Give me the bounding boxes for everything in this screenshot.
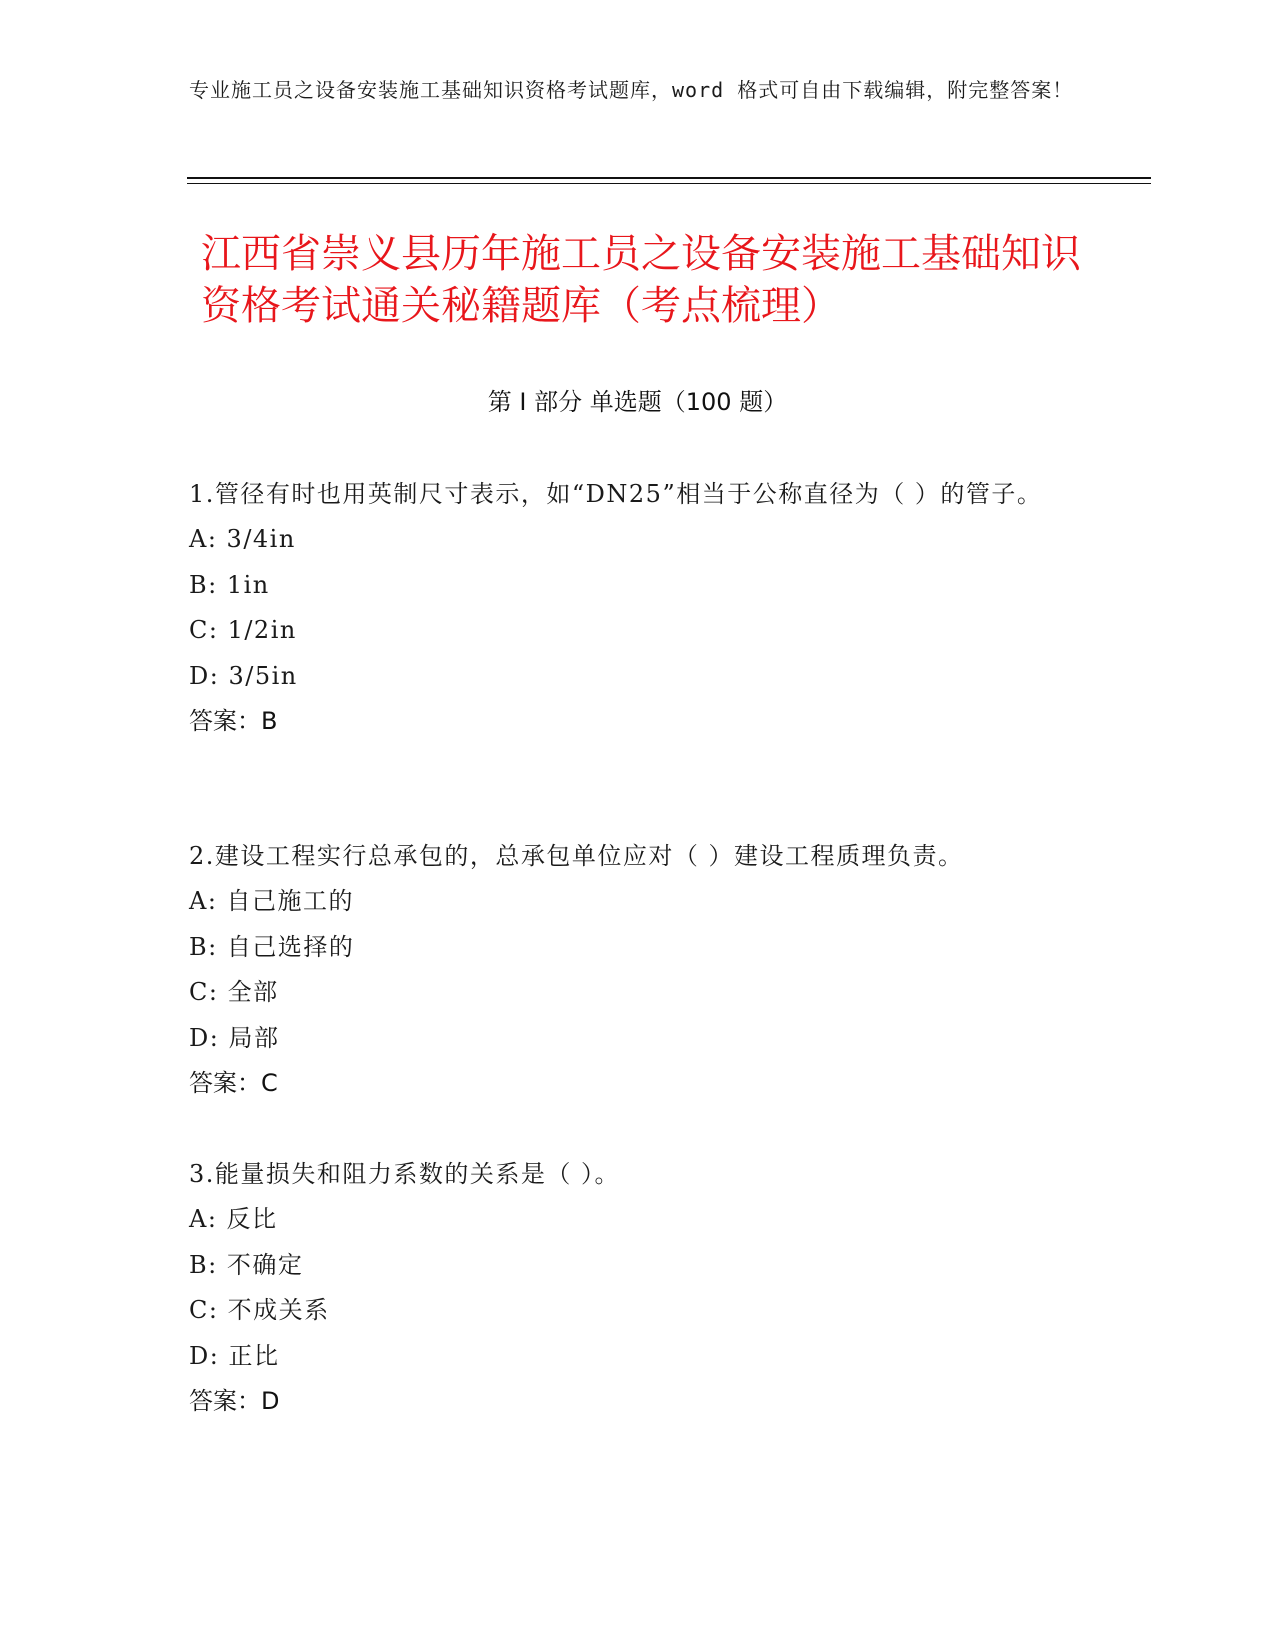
- header-note: 专业施工员之设备安装施工基础知识资格考试题库，word 格式可自由下载编辑，附完整答案！: [189, 78, 1074, 102]
- question-2: [189, 834, 1089, 1106]
- header-rule-thick: [187, 177, 1151, 179]
- option-b: B: 自己选择的: [189, 932, 355, 961]
- option-d: D: 局部: [189, 1023, 280, 1052]
- option-a: A: 反比: [189, 1205, 278, 1233]
- option-c: C: 1/2in: [189, 616, 297, 644]
- section-title: 第 I 部分 单选题（100 题）: [487, 388, 788, 416]
- question-1: [189, 472, 1089, 744]
- answer: 答案：D: [189, 1387, 280, 1415]
- document-title: 江西省崇义县历年施工员之设备安装施工基础知识资格考试通关秘籍题库（考点梳理）: [201, 231, 1081, 329]
- option-c: C: 全部: [189, 978, 279, 1006]
- option-c: C: 不成关系: [189, 1296, 330, 1324]
- answer: 答案：B: [189, 707, 278, 735]
- question-stem: 3.能量损失和阻力系数的关系是（ ）。: [189, 1160, 621, 1188]
- question-stem: 2.建设工程实行总承包的，总承包单位应对（ ）建设工程质理负责。: [189, 842, 964, 870]
- option-d: D: 3/5in: [189, 661, 298, 690]
- option-b: B: 1in: [189, 570, 270, 599]
- option-d: D: 正比: [189, 1341, 280, 1370]
- question-stem: 1.管径有时也用英制尺寸表示，如“DN25”相当于公称直径为（ ）的管子。: [189, 480, 1043, 508]
- option-b: B: 不确定: [189, 1250, 304, 1279]
- answer: 答案：C: [189, 1069, 278, 1097]
- option-a: A: 自己施工的: [189, 887, 355, 915]
- question-3: [189, 1152, 1089, 1424]
- header-rule-thin: [187, 183, 1151, 184]
- option-a: A: 3/4in: [189, 525, 296, 553]
